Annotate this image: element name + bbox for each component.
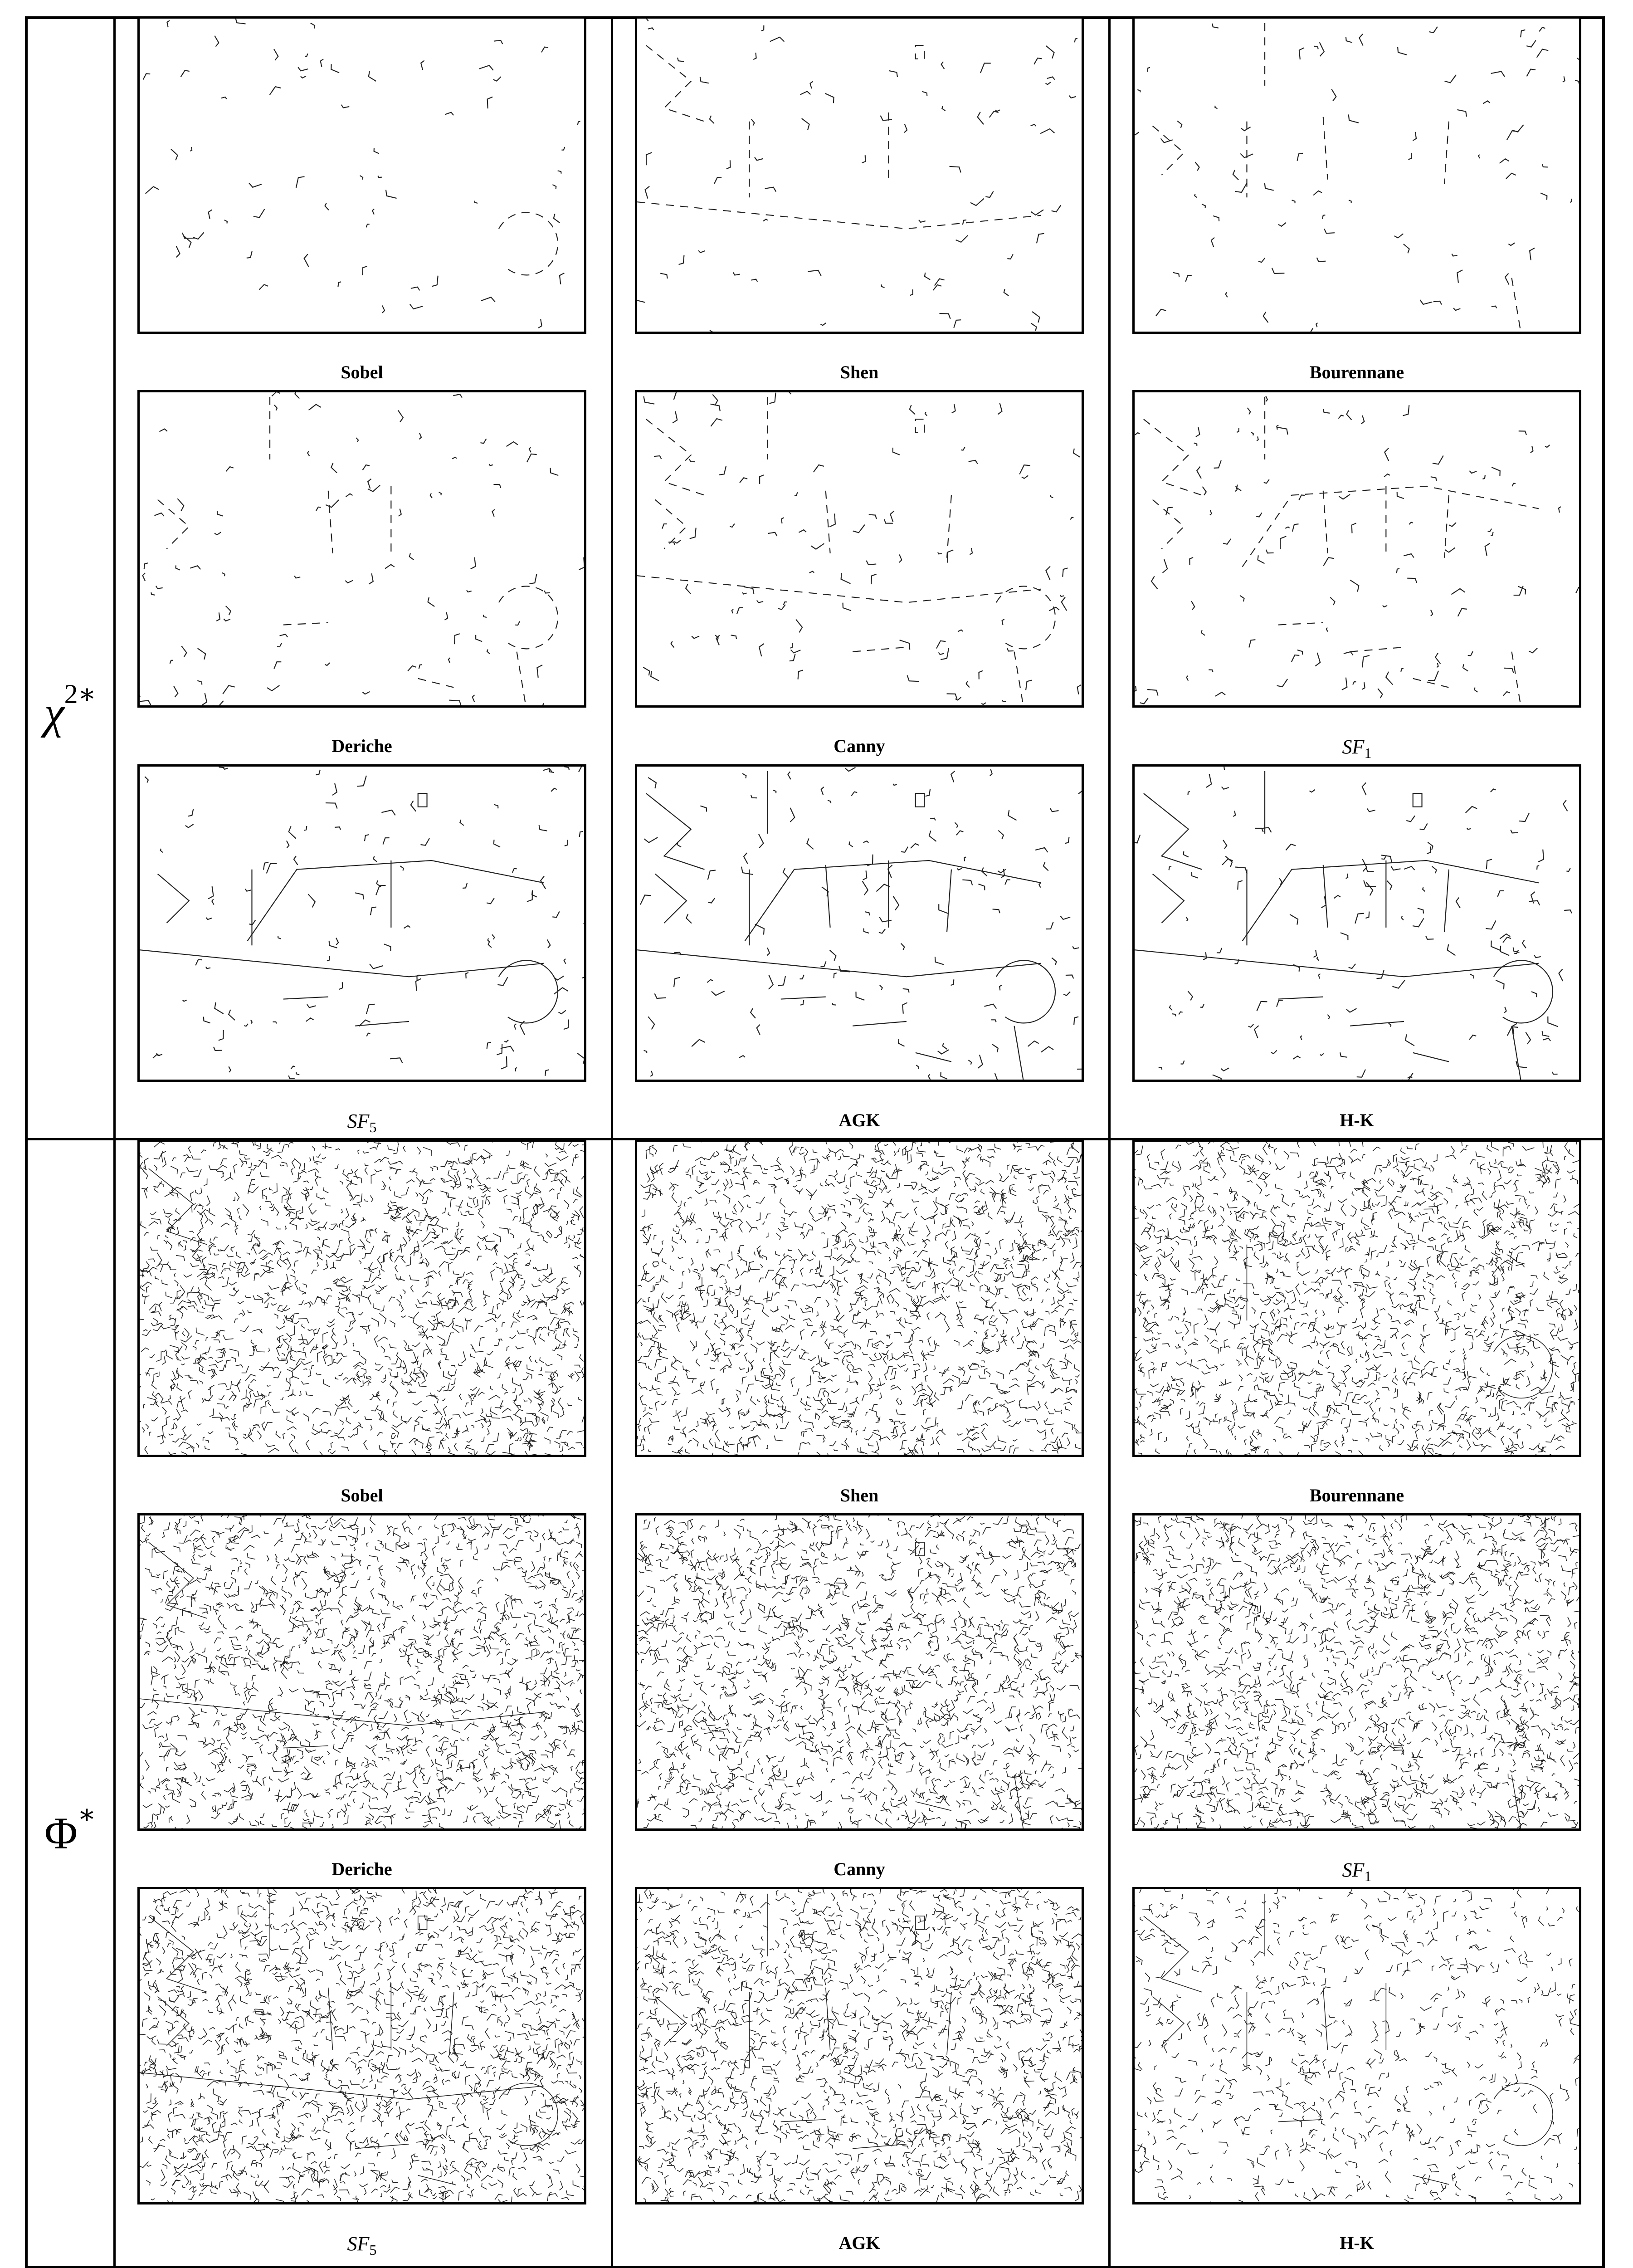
- method-subscript: 5: [369, 1119, 377, 1135]
- edge-map-panel: [137, 1139, 586, 1457]
- panel-caption: [635, 363, 1084, 381]
- method-name: Canny: [834, 1859, 885, 1879]
- edge-map-panel: [1132, 1139, 1581, 1457]
- edge-map-panel: [635, 16, 1084, 334]
- panel-caption: [1132, 1860, 1581, 1883]
- edge-map-panel: [1132, 16, 1581, 334]
- panel-caption: [635, 1486, 1084, 1505]
- edge-map-panel: [137, 1513, 586, 1831]
- edge-map-panel: [1132, 1513, 1581, 1831]
- edge-map-panel: [137, 1887, 586, 2204]
- panel-caption: [635, 737, 1084, 755]
- panel-caption: [137, 2234, 586, 2257]
- panel-caption: [635, 2234, 1084, 2252]
- method-name: H-K: [1340, 1110, 1374, 1130]
- row-label-phi: Φ∗: [44, 1799, 96, 1858]
- method-name: Bourennane: [1309, 1485, 1404, 1505]
- edge-map-panel: [635, 764, 1084, 1082]
- method-name: SF: [1342, 1859, 1365, 1881]
- edge-map-panel: [137, 16, 586, 334]
- panel-caption: [1132, 737, 1581, 760]
- panel-caption: [1132, 363, 1581, 381]
- edge-map-panel: [137, 764, 586, 1082]
- method-name: AGK: [838, 1110, 880, 1130]
- edge-map-panel: [635, 1887, 1084, 2204]
- panel-caption: [635, 1111, 1084, 1129]
- method-name: AGK: [838, 2233, 880, 2253]
- method-subscript: 1: [1364, 745, 1372, 761]
- method-name: Canny: [834, 736, 885, 756]
- panel-caption: [137, 737, 586, 755]
- panel-caption: [137, 363, 586, 381]
- panel-caption: [635, 1860, 1084, 1878]
- column-divider: [611, 16, 613, 2268]
- edge-map-panel: [635, 1513, 1084, 1831]
- method-name: Deriche: [331, 1859, 392, 1879]
- panel-caption: [137, 1111, 586, 1134]
- column-divider: [113, 16, 116, 2268]
- method-name: SF: [347, 2233, 370, 2255]
- column-divider: [1108, 16, 1111, 2268]
- method-subscript: 5: [369, 2242, 377, 2258]
- edge-map-panel: [137, 390, 586, 708]
- row-label-chi-squared: $\chi^{2∗}$: [44, 679, 97, 738]
- edge-map-panel: [1132, 390, 1581, 708]
- method-name: Sobel: [341, 362, 383, 382]
- edge-map-panel: [1132, 764, 1581, 1082]
- method-subscript: 1: [1364, 1868, 1372, 1884]
- method-name: Deriche: [331, 736, 392, 756]
- method-name: H-K: [1340, 2233, 1374, 2253]
- method-name: SF: [347, 1110, 370, 1132]
- panel-caption: [137, 1860, 586, 1878]
- method-name: Shen: [840, 1485, 879, 1505]
- panel-caption: [1132, 2234, 1581, 2252]
- panel-caption: [1132, 1111, 1581, 1129]
- method-name: Bourennane: [1309, 362, 1404, 382]
- panel-caption: [1132, 1486, 1581, 1505]
- edge-map-panel: [635, 390, 1084, 708]
- edge-map-panel: [1132, 1887, 1581, 2204]
- method-name: SF: [1342, 736, 1365, 758]
- method-name: Shen: [840, 362, 879, 382]
- edge-map-panel: [635, 1139, 1084, 1457]
- method-name: Sobel: [341, 1485, 383, 1505]
- panel-caption: [137, 1486, 586, 1505]
